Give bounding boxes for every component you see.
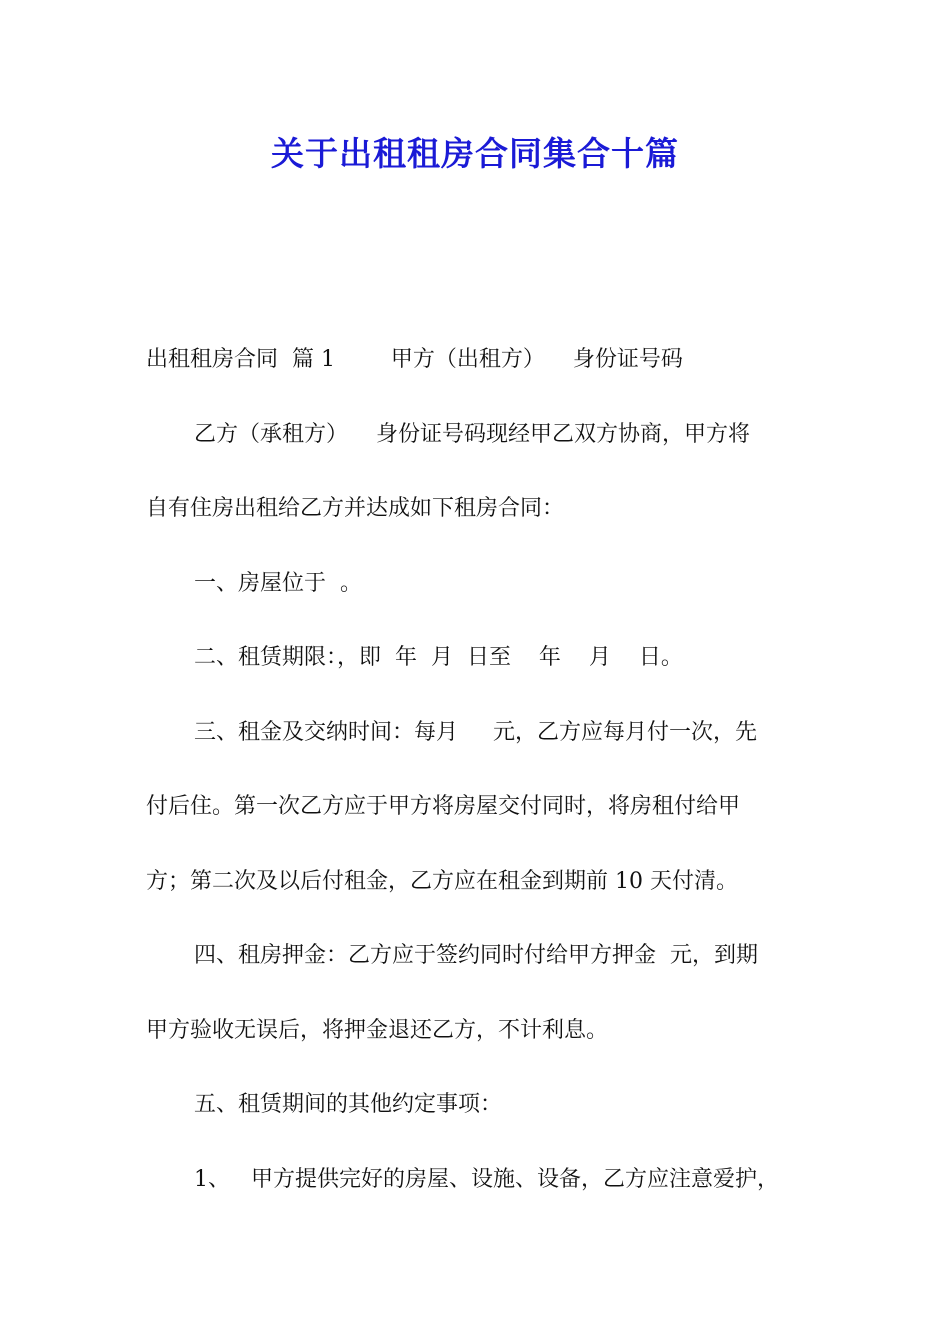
paragraph-line: 三、租金及交纳时间：每月 元，乙方应每月付一次，先 [194, 720, 757, 745]
paragraph-line: 出租租房合同 篇 1 甲方（出租方） 身份证号码 [146, 347, 683, 372]
paragraph-line: 五、租赁期间的其他约定事项： [194, 1092, 503, 1117]
paragraph-line: 付后住。第一次乙方应于甲方将房屋交付同时，将房租付给甲 [146, 794, 741, 819]
paragraph-line: 乙方（承租方） 身份证号码现经甲乙双方协商，甲方将 [194, 422, 750, 447]
paragraph-line: 1、 甲方提供完好的房屋、设施、设备，乙方应注意爱护， [194, 1167, 779, 1192]
paragraph-line: 甲方验收无误后，将押金退还乙方，不计利息。 [146, 1018, 609, 1043]
paragraph-line: 四、租房押金：乙方应于签约同时付给甲方押金 元，到期 [194, 943, 758, 968]
paragraph-line: 自有住房出租给乙方并达成如下租房合同： [146, 496, 565, 521]
paragraph-line: 方；第二次及以后付租金，乙方应在租金到期前 10 天付清。 [146, 869, 738, 894]
paragraph-line: 一、房屋位于 。 [194, 571, 362, 596]
document-title: 关于出租租房合同集合十篇 [271, 134, 679, 173]
paragraph-line: 二、租赁期限：，即 年 月 日至 年 月 日。 [194, 645, 683, 670]
